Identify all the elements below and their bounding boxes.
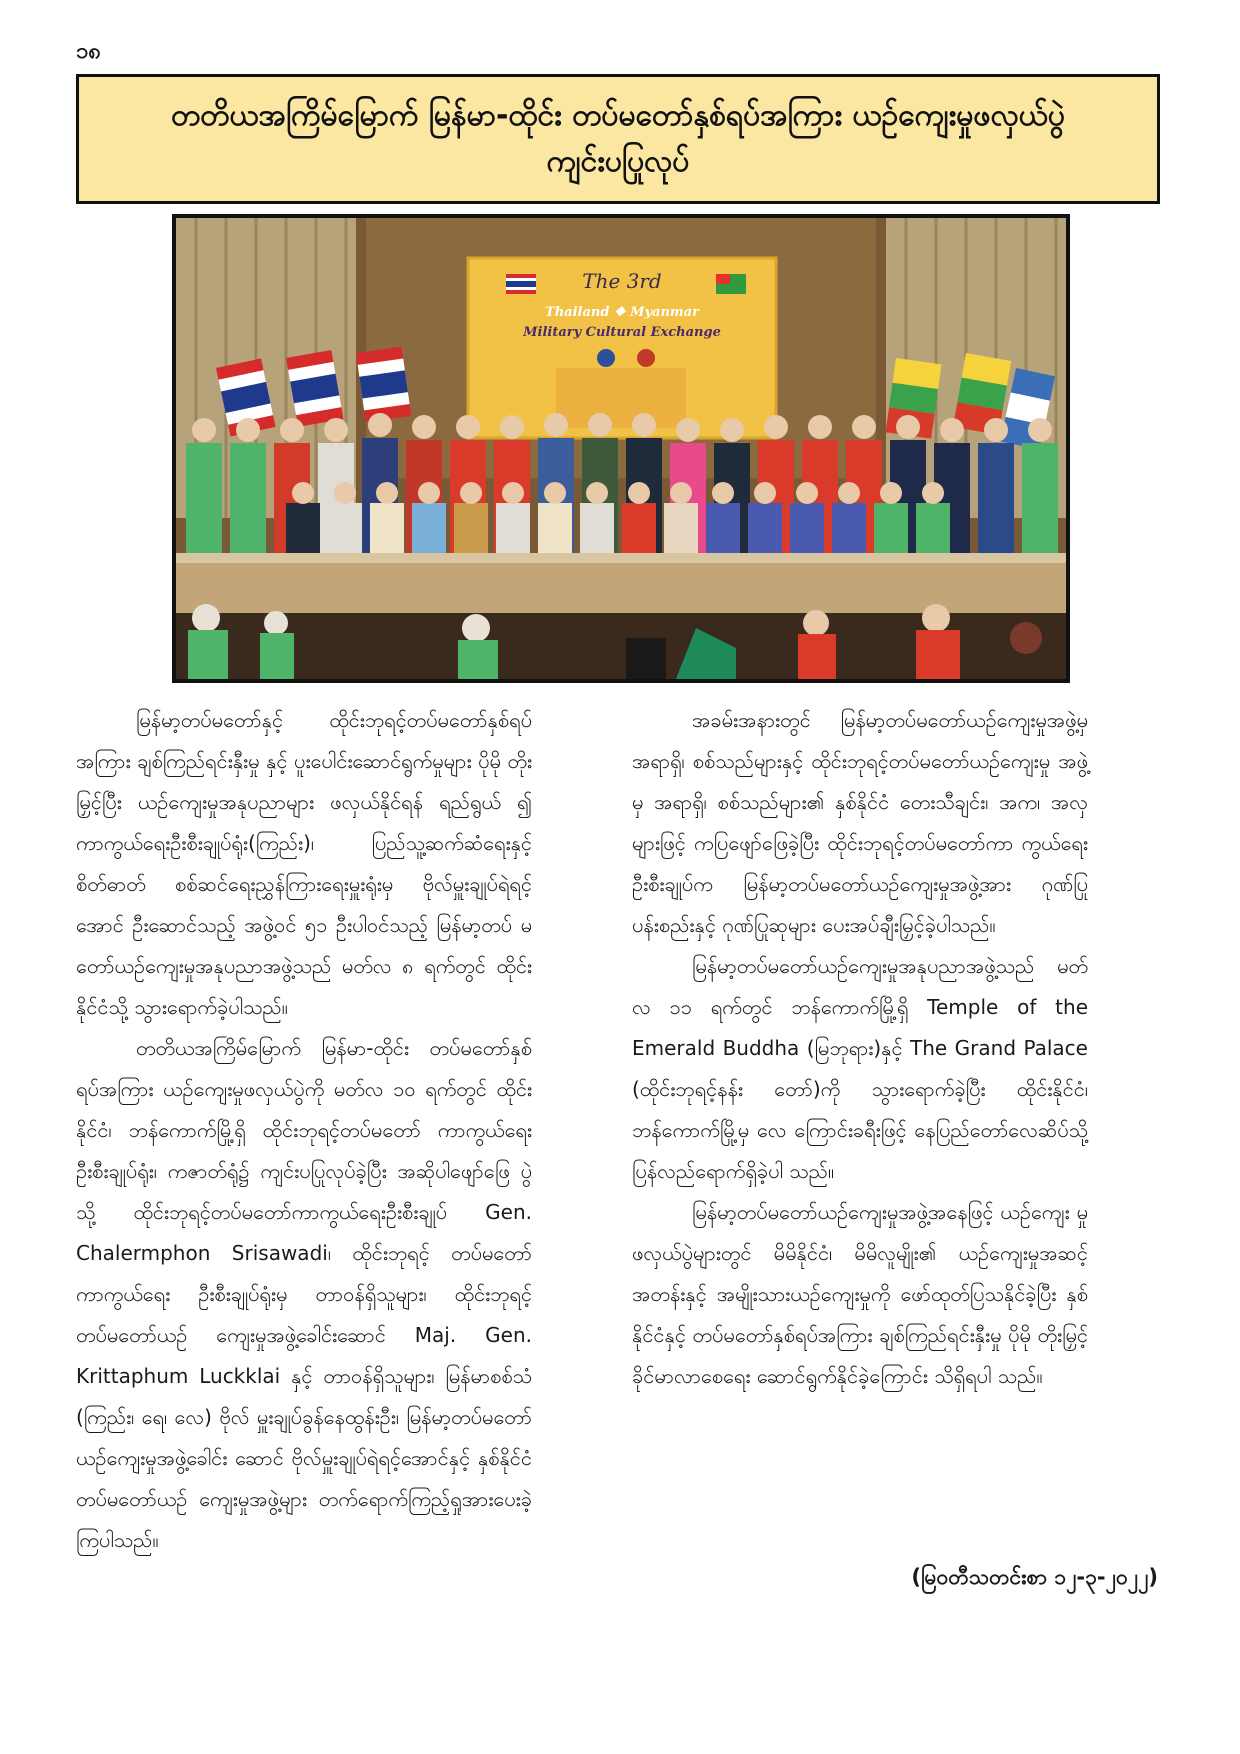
article-title-line-2: ကျင်းပပြုလုပ် xyxy=(546,144,690,179)
right-paragraph-3: မြန်မာ့တပ်မတော်ယဉ်ကျေးမှုအဖွဲ့အနေဖြင့် ယဉ်ကျေး မှုဖလှယ်ပွဲများတွင် မိမိနိုင်ငံ၊ မိမိလူမျိုး၏ ယဉ်ကျေးမှုအဆင့် အတန်းနှင့် အမျိုးသားယဉ်ကျေးမှုကို ဖော်ထုတ်ပြသနိုင်ခဲ့ပြီး နှစ်နိုင်ငံနှင့် တပ်မတော်နှစ်ရပ်အကြား ချစ်ကြည်ရင်းနှီးမှု ပိုမို တိုးမြှင့်ခိုင်မာလာစေရေး ဆောင်ရွက်နိုင်ခဲ့ကြောင်း သိရှိရပါ သည်။ xyxy=(632,1200,1088,1388)
event-photo-illustration xyxy=(176,218,1066,679)
left-paragraph-2: တတိယအကြိမ်မြောက် မြန်မာ-ထိုင်း တပ်မတော်နှစ် ရပ်အကြား ယဉ်ကျေးမှုဖလှယ်ပွဲကို မတ်လ ၁၀ ရက်တွင် ထိုင်း နိုင်ငံ၊ ဘန်ကောက်မြို့ရှိ ထိုင်းဘုရင့်တပ်မတော် ကာကွယ်ရေး ဦးစီးချုပ်ရုံး၊ ကဇာတ်ရုံ၌ ကျင်းပပြုလုပ်ခဲ့ပြီး အဆိုပါဖျော်ဖြေ ပွဲသို့ ထိုင်းဘုရင့်တပ်မတော်ကာကွယ်ရေးဦးစီးချုပ် Gen. Chalermphon Srisawadi၊ ထိုင်းဘုရင့် တပ်မတော်ကာကွယ်ရေး ဦးစီးချုပ်ရုံးမှ တာဝန်ရှိသူများ၊ ထိုင်းဘုရင့်တပ်မတော်ယဉ် ကျေးမှုအဖွဲ့ခေါင်းဆောင် Maj. Gen. Krittaphum Luckklai နှင့် တာဝန်ရှိသူများ၊ မြန်မာစစ်သံ (ကြည်း၊ ရေ၊ လေ) ဗိုလ် မှူးချုပ်ခွန်နေထွန်းဦး၊ မြန်မာ့တပ်မတော်ယဉ်ကျေးမှုအဖွဲ့ခေါင်း ဆောင် ဗိုလ်မှူးချုပ်ရဲရင့်အောင်နှင့် နှစ်နိုင်ငံတပ်မတော်ယဉ် ကျေးမှုအဖွဲ့များ တက်ရောက်ကြည့်ရှုအားပေးခဲ့ကြပါသည်။ xyxy=(76,1036,532,1552)
screen-caption: Military Cultural Exchange xyxy=(523,325,721,340)
right-paragraph-2: မြန်မာ့တပ်မတော်ယဉ်ကျေးမှုအနုပညာအဖွဲ့သည် မတ် လ ၁၁ ရက်တွင် ဘန်ကောက်မြို့ရှိ Temple of the Emerald Buddha (မြဘုရား)နှင့် The Grand Palace (ထိုင်းဘုရင့်နန်း တော်)ကို သွားရောက်ခဲ့ပြီး ထိုင်းနိုင်ငံ၊ ဘန်ကောက်မြို့မှ လေ ကြောင်းခရီးဖြင့် နေပြည်တော်လေဆိပ်သို့ ပြန်လည်ရောက်ရှိခဲ့ပါ သည်။ xyxy=(632,954,1088,1183)
left-paragraph-1: မြန်မာ့တပ်မတော်နှင့် ထိုင်းဘုရင့်တပ်မတော်နှစ်ရပ် အကြား ချစ်ကြည်ရင်းနှီးမှု နှင့် ပူးပေါင်းဆောင်ရွက်မှုများ ပိုမို တိုးမြှင့်ပြီး ယဉ်ကျေးမှုအနုပညာများ ဖလှယ်နိုင်ရန် ရည်ရွယ် ၍ ကာကွယ်ရေးဦးစီးချုပ်ရုံး(ကြည်း)၊ ပြည်သူ့ဆက်ဆံရေးနှင့် စိတ်ဓာတ် စစ်ဆင်ရေးညွှန်ကြားရေးမှူးရုံးမှ ဗိုလ်မှူးချုပ်ရဲရင့် အောင် ဦးဆောင်သည့် အဖွဲ့ဝင် ၅၁ ဦးပါဝင်သည့် မြန်မာ့တပ် မတော်ယဉ်ကျေးမှုအနုပညာအဖွဲ့သည် မတ်လ ၈ ရက်တွင် ထိုင်းနိုင်ငံသို့ သွားရောက်ခဲ့ပါသည်။ xyxy=(76,708,532,1019)
event-photo xyxy=(172,214,1070,683)
screen-title: The 3rd xyxy=(582,269,662,293)
article-title-line-1: တတိယအကြိမ်မြောက် မြန်မာ-ထိုင်း တပ်မတော်နှစ်ရပ်အကြား ယဉ်ကျေးမှုဖလှယ်ပွဲ xyxy=(171,98,1065,133)
article-title-box xyxy=(76,74,1160,204)
page-number: ၁၈ xyxy=(76,39,101,64)
screen-subtitle: Thailand ❖ Myanmar xyxy=(545,305,699,320)
myanmar-flag-icon xyxy=(716,274,746,294)
source-citation: (မြဝတီသတင်းစာ ၁၂-၃-၂၀၂၂) xyxy=(911,1565,1158,1589)
thailand-flag-icon xyxy=(506,274,536,294)
right-paragraph-1: အခမ်းအနားတွင် မြန်မာ့တပ်မတော်ယဉ်ကျေးမှုအဖွဲ့မှ အရာရှိ၊ စစ်သည်များနှင့် ထိုင်းဘုရင့်တပ်မတော်ယဉ်ကျေးမှု အဖွဲ့မှ အရာရှိ၊ စစ်သည်များ၏ နှစ်နိုင်ငံ တေးသီချင်း၊ အက၊ အလှများဖြင့် ကပြဖျော်ဖြေခဲ့ပြီး ထိုင်းဘုရင့်တပ်မတော်ကာ ကွယ်ရေးဦးစီးချုပ်က မြန်မာ့တပ်မတော်ယဉ်ကျေးမှုအဖွဲ့အား ဂုဏ်ပြုပန်းစည်းနှင့် ဂုဏ်ပြုဆုများ ပေးအပ်ချီးမြှင့်ခဲ့ပါသည်။ xyxy=(632,708,1088,937)
article-left-column xyxy=(76,700,532,1561)
article-right-column xyxy=(632,700,1088,1397)
